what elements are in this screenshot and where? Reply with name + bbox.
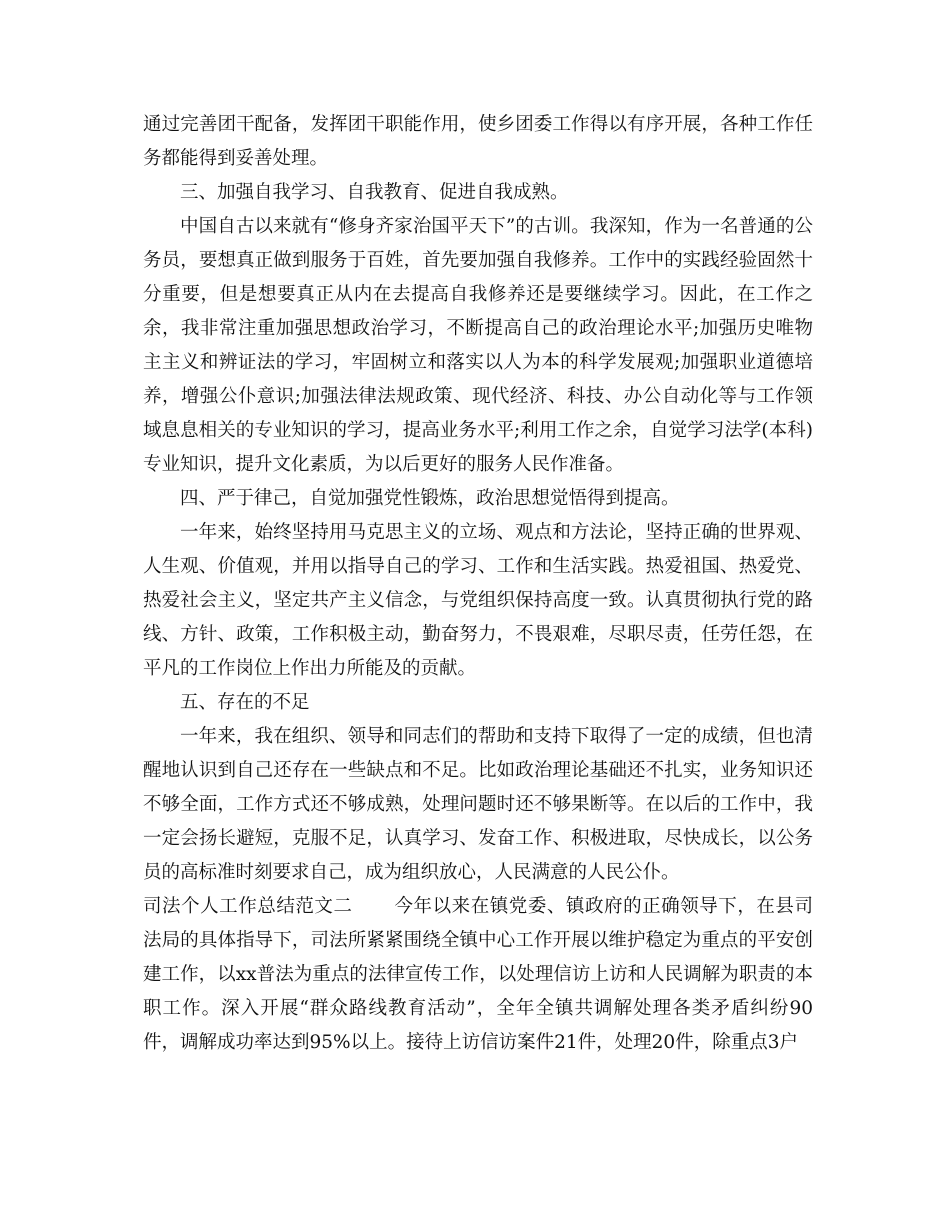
section-title: 司法个人工作总结范文二 <box>143 896 353 917</box>
heading-section-four: 四、严于律己，自觉加强党性锻炼，政治思想觉悟得到提高。 <box>180 488 680 509</box>
paragraph-self-study: 中国自古以来就有“修身齐家治国平天下”的古训。我深知，作为一名普通的公务员，要想真正做到服务于百姓，首先要加强自我修养。工作中的实践经验固然十分重要，但是想要真正从内在去提高自我修养还是要继续学习。因此，在工作之余，我非常注重加强思想政治学习，不断提高自己的政治理论水平;加强历史唯物主主义和辨证法的学习，牢固树立和落实以人为本的科学发展观;加强职业道德培养，增强公仆意识;加强法律法规政策、现代经济、科技、办公自动化等与工作领域息息相关的专业知识的学习，提高业务水平;利用工作之余，自觉学习法学(本科)专业知识，提升文化素质，为以后更好的服务人民作准备。 <box>143 216 813 475</box>
paragraph-second-summary <box>143 890 813 1060</box>
section-body: 今年以来在镇党委、镇政府的正确领导下，在县司法局的具体指导下，司法所紧紧围绕全镇中心工作开展以维护稳定为重点的平安创建工作，以xx普法为重点的法律宣传工作，以处理信访上访和人民调解为职责的本职工作。深入开展“群众路线教育活动”，全年全镇共调解处理各类矛盾纠纷90件，调解成功率达到95%以上。接待上访信访案件21件，处理20件，除重点3户 <box>143 896 813 1053</box>
paragraph-self-discipline: 一年来，始终坚持用马克思主义的立场、观点和方法论，坚持正确的世界观、人生观、价值观，并用以指导自己的学习、工作和生活实践。热爱祖国、热爱党、热爱社会主义，坚定共产主义信念，与党组织保持高度一致。认真贯彻执行党的路线、方针、政策，工作积极主动，勤奋努力，不畏艰难，尽职尽责，任劳任怨，在平凡的工作岗位上作出力所能及的贡献。 <box>143 522 813 679</box>
document-page <box>143 108 813 1060</box>
paragraph-shortcomings: 一年来，我在组织、领导和同志们的帮助和支持下取得了一定的成绩，但也清醒地认识到自己还存在一些缺点和不足。比如政治理论基础还不扎实，业务知识还不够全面，工作方式还不够成熟，处理问题时还不够果断等。在以后的工作中，我一定会扬长避短，克服不足，认真学习、发奋工作、积极进取，尽快成长，以公务员的高标准时刻要求自己，成为组织放心，人民满意的人民公仆。 <box>143 726 813 883</box>
heading-section-three: 三、加强自我学习、自我教育、促进自我成熟。 <box>180 182 569 203</box>
paragraph-1: 通过完善团干配备，发挥团干职能作用，使乡团委工作得以有序开展，各种工作任务都能得到妥善处理。 <box>143 114 813 169</box>
heading-section-five: 五、存在的不足 <box>180 692 310 713</box>
